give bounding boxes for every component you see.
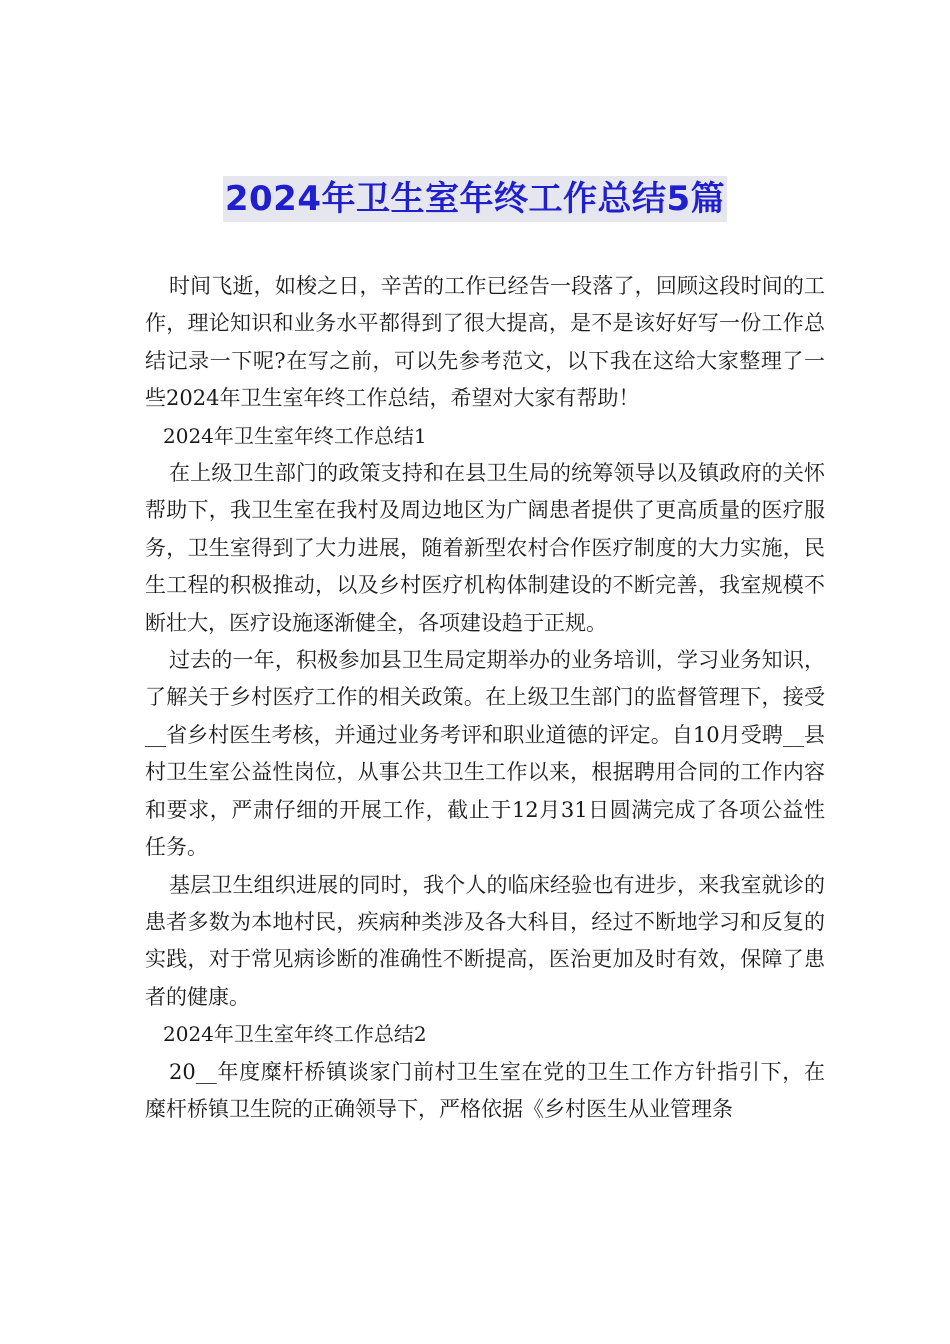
- section-heading-2: 2024年卫生室年终工作总结2: [163, 1022, 427, 1047]
- section-1-paragraph-2: 过去的一年，积极参加县卫生局定期举办的业务培训，学习业务知识，了解关于乡村医疗工作的相关政策。在上级卫生部门的监督管理下，接受__省乡村医生考核，并通过业务考评和职业道德的评定。自10月受聘__县村卫生室公益性岗位，从事公共卫生工作以来，根据聘用合同的工作内容和要求，严肃仔细的开展工作，截止于12月31日圆满完成了各项公益性任务。: [145, 648, 825, 860]
- title-container: [0, 176, 950, 222]
- intro-paragraph: 时间飞逝，如梭之日，辛苦的工作已经告一段落了，回顾这段时间的工作，理论知识和业务水平都得到了很大提高，是不是该好好写一份工作总结记录一下呢?在写之前，可以先参考范文，以下我在这给大家整理了一些2024年卫生室年终工作总结，希望对大家有帮助！: [145, 274, 825, 411]
- section-1-paragraph-1: 在上级卫生部门的政策支持和在县卫生局的统筹领导以及镇政府的关怀帮助下，我卫生室在我村及周边地区为广阔患者提供了更高质量的医疗服务，卫生室得到了大力进展，随着新型农村合作医疗制度的大力实施，民生工程的积极推动，以及乡村医疗机构体制建设的不断完善，我室规模不断壮大，医疗设施逐渐健全，各项建设趋于正规。: [145, 461, 825, 635]
- document-title: 2024年卫生室年终工作总结5篇: [223, 176, 727, 222]
- document-body: [145, 268, 825, 1128]
- section-heading-1: 2024年卫生室年终工作总结1: [163, 423, 427, 448]
- section-1-paragraph-3: 基层卫生组织进展的同时，我个人的临床经验也有进步，来我室就诊的患者多数为本地村民，疾病种类涉及各大科目，经过不断地学习和反复的实践，对于常见病诊断的准确性不断提高，医治更加及时有效，保障了患者的健康。: [145, 872, 825, 1009]
- section-2-paragraph-1: 20__年度糜杆桥镇谈家门前村卫生室在党的卫生工作方针指引下，在糜杆桥镇卫生院的正确领导下，严格依据《乡村医生从业管理条: [145, 1059, 825, 1121]
